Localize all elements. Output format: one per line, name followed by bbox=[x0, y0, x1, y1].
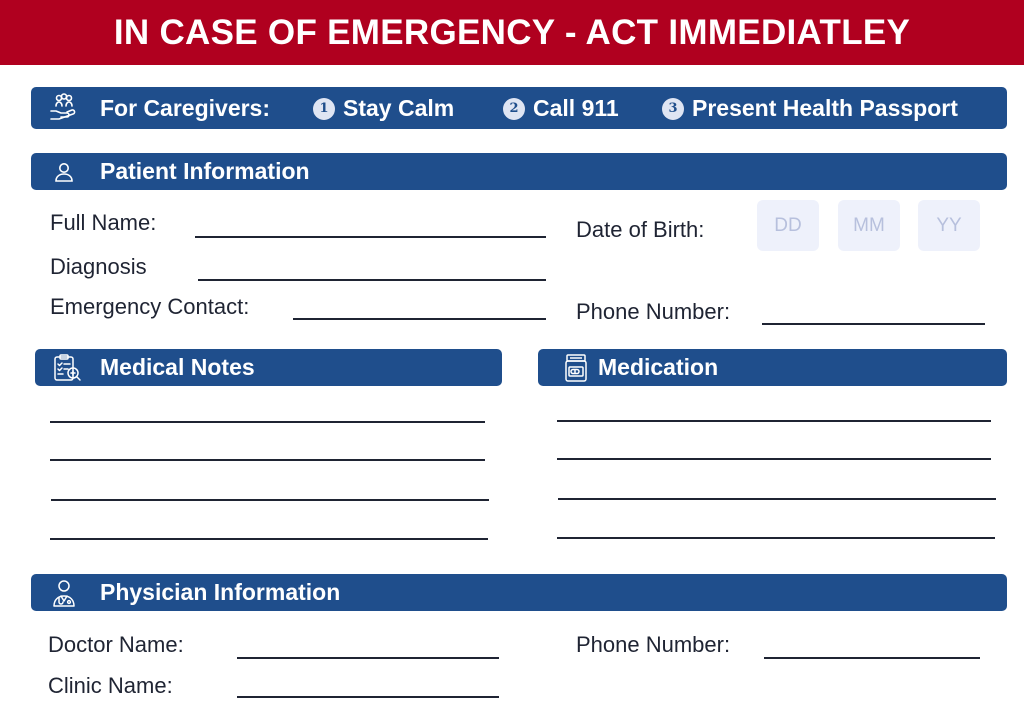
diagnosis-label: Diagnosis bbox=[50, 254, 147, 279]
step-3 bbox=[662, 95, 958, 122]
caregiver-hands-icon bbox=[49, 92, 79, 122]
medication-band bbox=[538, 349, 1007, 386]
step-1 bbox=[313, 95, 454, 122]
dob-year-field[interactable]: YY bbox=[918, 200, 980, 251]
pill-bottle-icon bbox=[564, 353, 588, 383]
medical-notes-line-2[interactable] bbox=[50, 459, 485, 461]
step-text: Stay Calm bbox=[343, 95, 455, 121]
step-2 bbox=[503, 95, 619, 122]
physician-phone-label: Phone Number: bbox=[576, 632, 731, 657]
clipboard-icon bbox=[52, 353, 82, 383]
medical-notes-band bbox=[35, 349, 502, 386]
step-number-badge: 1 bbox=[313, 98, 335, 120]
patient-phone-line[interactable] bbox=[762, 323, 985, 325]
medication-line-2[interactable] bbox=[557, 458, 991, 460]
medical-notes-line-3[interactable] bbox=[51, 499, 489, 501]
user-icon bbox=[53, 161, 75, 183]
medical-notes-line-1[interactable] bbox=[50, 421, 485, 423]
patient-phone-label: Phone Number: bbox=[576, 299, 731, 324]
emergency-contact-label: Emergency Contact: bbox=[50, 294, 250, 319]
step-text: Present Health Passport bbox=[692, 95, 958, 121]
medication-line-4[interactable] bbox=[557, 537, 995, 539]
physician-info-band bbox=[31, 574, 1007, 611]
dob-month-field[interactable]: MM bbox=[838, 200, 900, 251]
clinic-name-line[interactable] bbox=[237, 696, 499, 698]
medication-heading: Medication bbox=[598, 354, 719, 380]
doctor-name-label: Doctor Name: bbox=[48, 632, 184, 657]
page-title: IN CASE OF EMERGENCY - ACT IMMEDIATLEY bbox=[113, 12, 911, 52]
step-number-badge: 2 bbox=[503, 98, 525, 120]
step-number-badge: 3 bbox=[662, 98, 684, 120]
dob-label: Date of Birth: bbox=[576, 217, 705, 242]
physician-phone-line[interactable] bbox=[764, 657, 980, 659]
medical-notes-heading: Medical Notes bbox=[100, 354, 255, 380]
patient-info-band bbox=[31, 153, 1007, 190]
medication-line-1[interactable] bbox=[557, 420, 991, 422]
caregivers-label: For Caregivers: bbox=[100, 95, 271, 121]
dob-day-field[interactable]: DD bbox=[757, 200, 819, 251]
full-name-label: Full Name: bbox=[50, 210, 157, 235]
medication-line-3[interactable] bbox=[558, 498, 996, 500]
diagnosis-line[interactable] bbox=[198, 279, 546, 281]
step-text: Call 911 bbox=[533, 95, 619, 121]
emergency-contact-line[interactable] bbox=[293, 318, 546, 320]
emergency-title-bar bbox=[0, 0, 1024, 65]
medical-notes-line-4[interactable] bbox=[50, 538, 488, 540]
caregivers-band bbox=[31, 87, 1007, 129]
physician-info-heading: Physician Information bbox=[100, 579, 341, 605]
doctor-icon bbox=[51, 578, 77, 608]
clinic-name-label: Clinic Name: bbox=[48, 673, 173, 698]
doctor-name-line[interactable] bbox=[237, 657, 499, 659]
full-name-line[interactable] bbox=[195, 236, 546, 238]
patient-info-heading: Patient Information bbox=[100, 158, 310, 184]
